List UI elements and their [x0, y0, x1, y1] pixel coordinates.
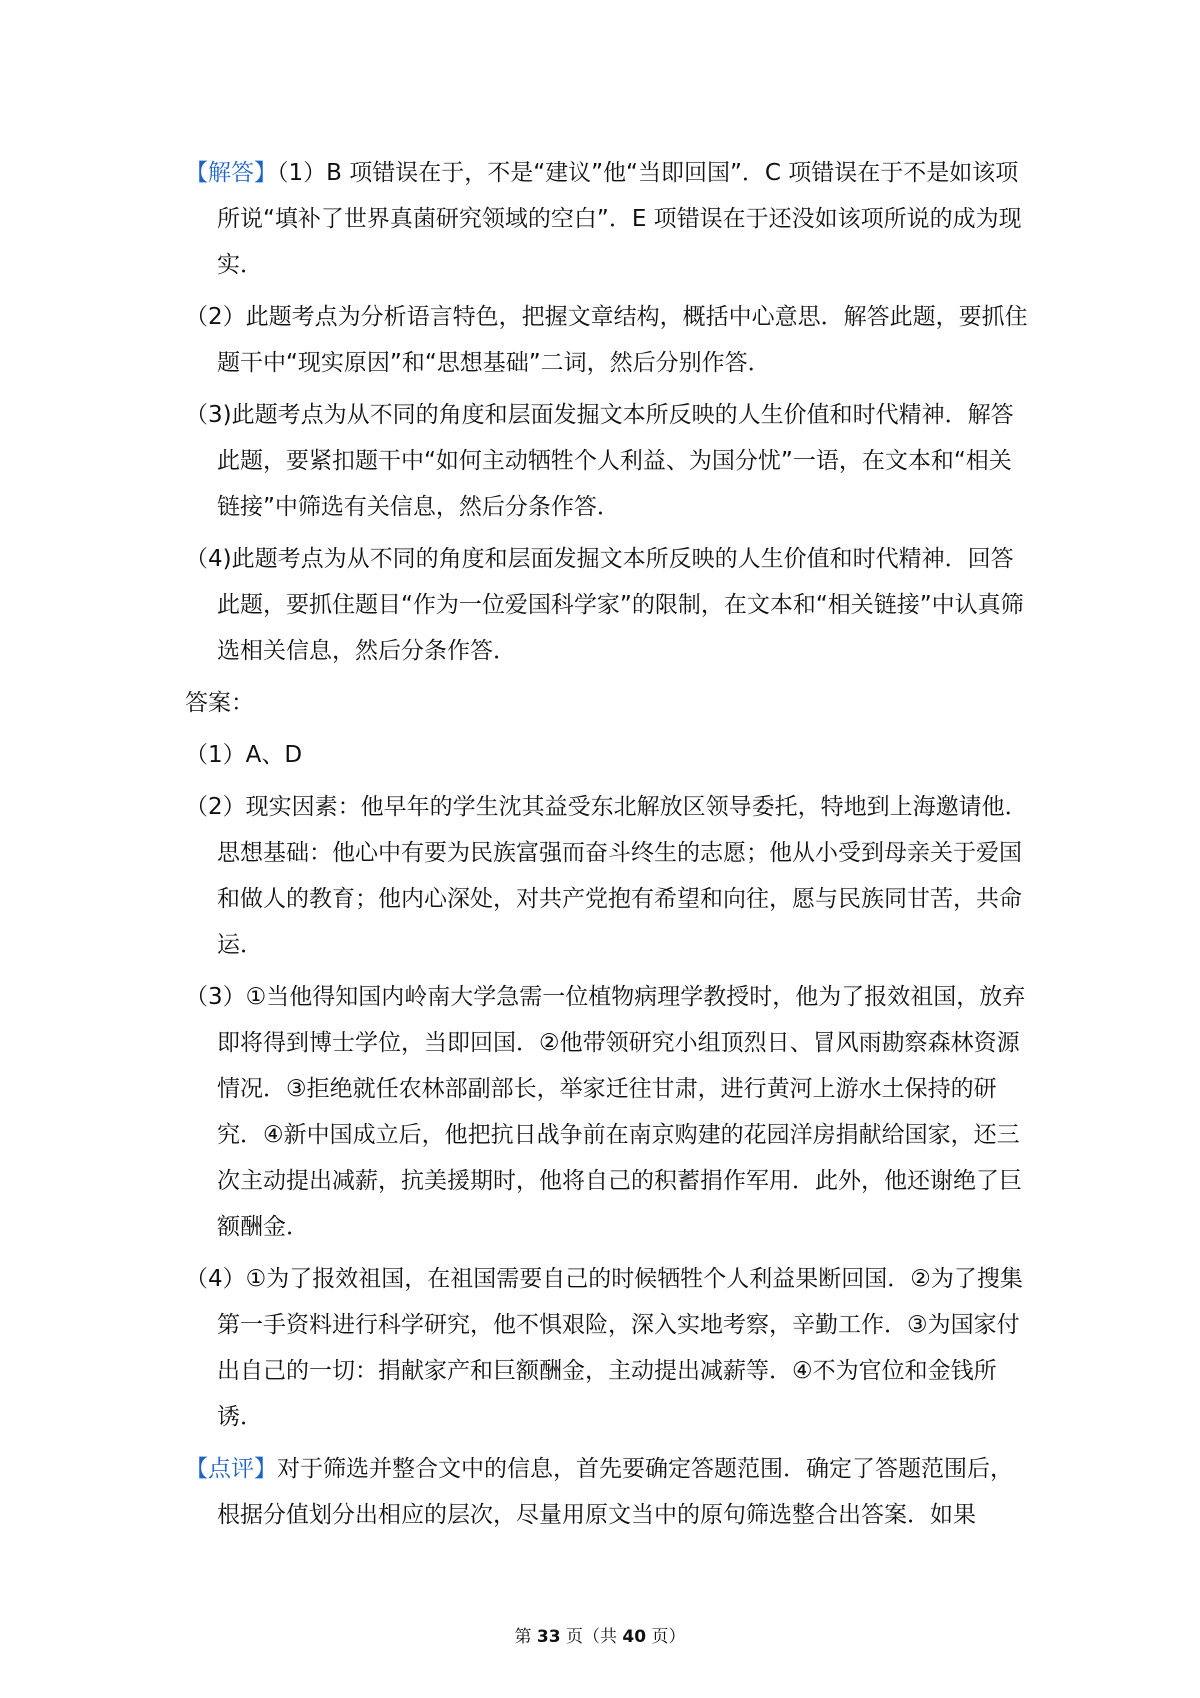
footer-mid: 页（共: [566, 1627, 617, 1647]
analysis-text-1: （1）B 项错误在于，不是“建议”他“当即回国”．C 项错误在于不是如该项所说“填补了世界真菌研究领域的空白”．E 项错误在于还没如该项所说的成为现实．: [217, 160, 1022, 278]
comment-paragraph: [185, 1446, 1030, 1538]
footer-total-pages: 40: [622, 1627, 647, 1647]
answer-3: （3）①当他得知国内岭南大学急需一位植物病理学教授时，他为了报效祖国，放弃即将得到博士学位，当即回国．②他带领研究小组顶烈日、冒风雨勘察森林资源情况．③拒绝就任农林部副部长，举家迁往甘肃，进行黄河上游水土保持的研究．④新中国成立后，他把抗日战争前在南京购建的花园洋房捐献给国家，还三次主动提出减薪，抗美援期时，他将自己的积蓄捐作军用．此外，他还谢绝了巨额酬金．: [185, 984, 1026, 1240]
footer-pre: 第: [514, 1627, 532, 1647]
analysis-tag: 【解答】: [185, 160, 277, 186]
analysis-paragraph-3: （3)此题考点为从不同的角度和层面发掘文本所反映的人生价值和时代精神．解答此题，要紧扣题干中“如何主动牺牲个人利益、为国分忧”一语，在文本和“相关链接”中筛选有关信息，然后分条作答．: [185, 402, 1014, 520]
analysis-paragraph-2: （2）此题考点为分析语言特色，把握文章结构，概括中心意思．解答此题，要抓住题干中“现实原因”和“思想基础”二词，然后分别作答．: [185, 304, 1028, 376]
analysis-paragraph-1: [185, 150, 1030, 288]
comment-text: 对于筛选并整合文中的信息，首先要确定答题范围．确定了答题范围后，根据分值划分出相应的层次，尽量用原文当中的原句筛选整合出答案．如果: [217, 1456, 1013, 1528]
analysis-paragraph-4: （4)此题考点为从不同的角度和层面发掘文本所反映的人生价值和时代精神．回答此题，要抓住题目“作为一位爱国科学家”的限制，在文本和“相关链接”中认真筛选相关信息，然后分条作答．: [185, 546, 1024, 664]
answer-4: （4）①为了报效祖国，在祖国需要自己的时候牺牲个人利益果断回国．②为了搜集第一手资料进行科学研究，他不惧艰险，深入实地考察，辛勤工作．③为国家付出自己的一切：捐献家产和巨额酬金，主动提出减薪等．④不为官位和金钱所诱．: [185, 1266, 1023, 1430]
comment-tag: 【点评】: [185, 1456, 277, 1482]
page-content: [185, 150, 1030, 1544]
page-footer: [0, 1622, 1200, 1647]
answer-label: 答案：: [185, 690, 254, 716]
footer-post: 页）: [651, 1627, 686, 1647]
answer-1: （1）A、D: [185, 742, 303, 768]
answer-2: （2）现实因素：他早年的学生沈其益受东北解放区领导委托，特地到上海邀请他．思想基础：他心中有要为民族富强而奋斗终生的志愿；他从小受到母亲关于爱国和做人的教育；他内心深处，对共产党抱有希望和向往，愿与民族同甘苦，共命运．: [185, 794, 1028, 958]
footer-current-page: 33: [536, 1627, 561, 1647]
